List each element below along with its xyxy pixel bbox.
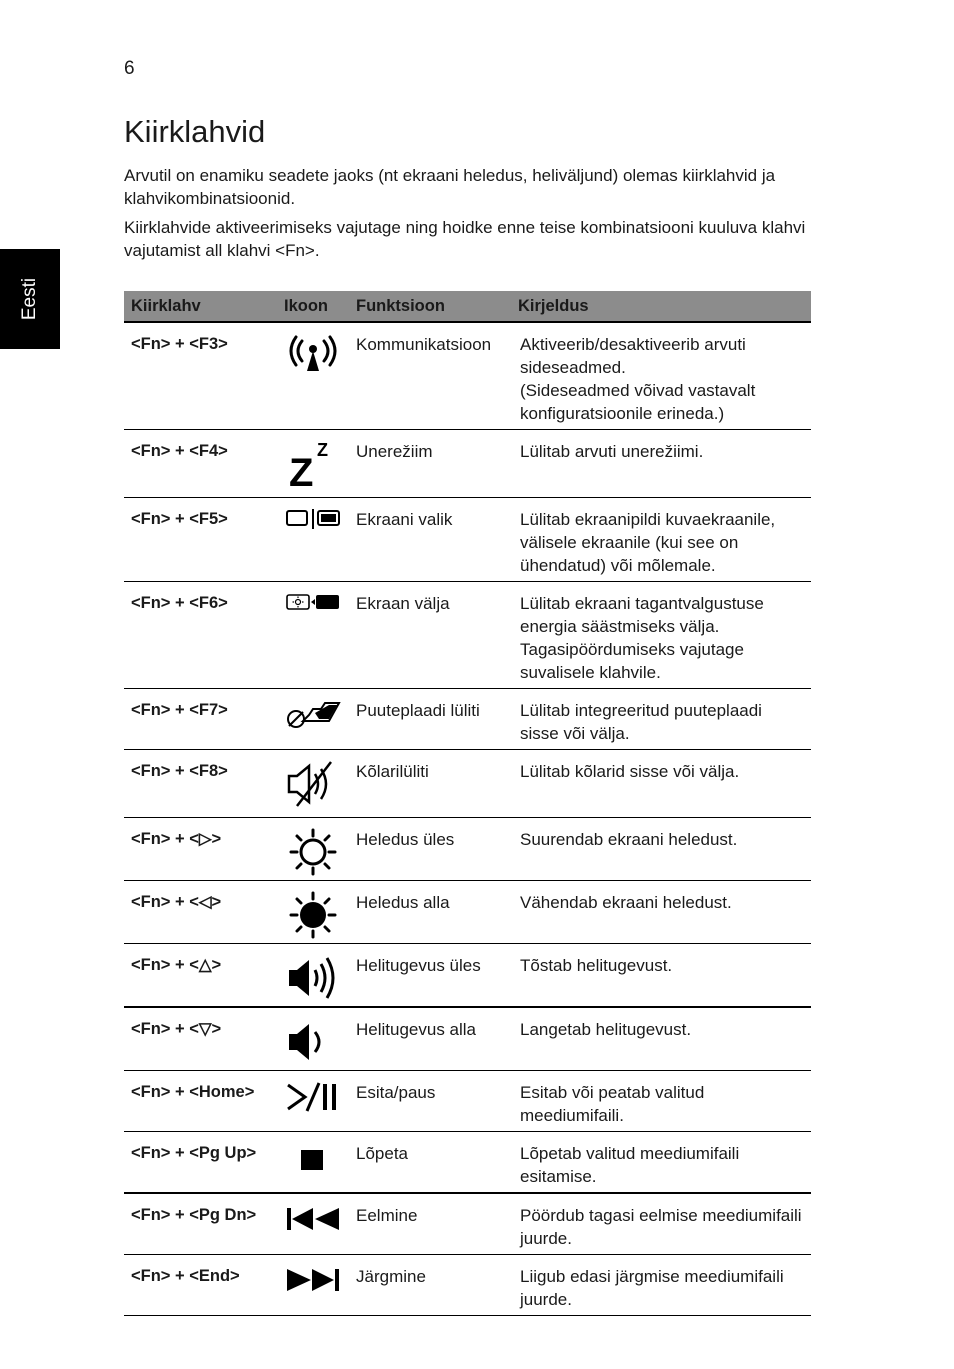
function-cell: Puuteplaadi lüliti bbox=[349, 689, 511, 750]
intro-paragraph-2: Kiirklahvide aktiveerimiseks vajutage ning hoidke enne teise kombinatsiooni kuuluva klahvi vajutamist all klahvi <Fn>. bbox=[124, 218, 806, 260]
touchpad-toggle-icon bbox=[285, 699, 341, 731]
speaker-mute-icon bbox=[285, 760, 341, 808]
side-tab-label: Eesti bbox=[19, 277, 40, 321]
function-cell: Järgmine bbox=[349, 1255, 511, 1316]
header-function: Funktsioon bbox=[349, 291, 511, 322]
function-cell: Kõlarilüliti bbox=[349, 750, 511, 818]
next-track-icon bbox=[285, 1265, 341, 1295]
intro-paragraph-1: Arvutil on enamiku seadete jaoks (nt ekraani heledus, heliväljund) olemas kiirklahvid ja klahvikombinatsioonid. bbox=[124, 166, 776, 208]
description-line: Aktiveerib/desaktiveerib arvuti sideseadmed. bbox=[520, 335, 746, 377]
brightness-up-icon bbox=[285, 828, 341, 876]
function-cell: Ekraan välja bbox=[349, 582, 511, 689]
display-toggle-icon bbox=[285, 508, 341, 530]
description-cell: Pöördub tagasi eelmise meediumifaili juurde. bbox=[511, 1193, 811, 1255]
hotkey-cell: <Fn> + <F7> bbox=[124, 689, 277, 750]
description-cell bbox=[511, 322, 811, 430]
description-cell: Langetab helitugevust. bbox=[511, 1007, 811, 1071]
description-cell: Tõstab helitugevust. bbox=[511, 944, 811, 1008]
table-row bbox=[124, 498, 811, 582]
page-title: Kiirklahvid bbox=[124, 114, 266, 149]
hotkey-cell: <Fn> + <Pg Dn> bbox=[124, 1193, 277, 1255]
description-cell: Lülitab ekraani tagantvalgustuse energia säästmiseks välja. Tagasipöördumiseks vajutage suvalisele klahvile. bbox=[511, 582, 811, 689]
hotkey-cell: <Fn> + <F6> bbox=[124, 582, 277, 689]
table-row bbox=[124, 1071, 811, 1132]
description-cell: Esitab või peatab valitud meediumifaili. bbox=[511, 1071, 811, 1132]
description-cell: Lõpetab valitud meediumifaili esitamise. bbox=[511, 1132, 811, 1194]
hotkey-cell: <Fn> + <End> bbox=[124, 1255, 277, 1316]
function-cell: Heledus üles bbox=[349, 818, 511, 881]
table-header-row bbox=[124, 291, 811, 322]
svg-text:Z: Z bbox=[289, 451, 314, 488]
function-cell: Helitugevus alla bbox=[349, 1007, 511, 1071]
function-cell: Ekraani valik bbox=[349, 498, 511, 582]
table-row bbox=[124, 750, 811, 818]
hotkey-cell: <Fn> + <△> bbox=[124, 944, 277, 1008]
description-cell: Liigub edasi järgmise meediumifaili juurde. bbox=[511, 1255, 811, 1316]
header-description: Kirjeldus bbox=[511, 291, 811, 322]
function-cell: Lõpeta bbox=[349, 1132, 511, 1194]
function-cell: Kommunikatsioon bbox=[349, 322, 511, 430]
hotkey-table bbox=[124, 291, 811, 1316]
brightness-down-icon bbox=[285, 891, 341, 939]
table-row bbox=[124, 322, 811, 430]
header-icon: Ikoon bbox=[277, 291, 349, 322]
description-cell: Lülitab integreeritud puuteplaadi sisse või välja. bbox=[511, 689, 811, 750]
table-row bbox=[124, 944, 811, 1008]
hotkey-cell: <Fn> + <Home> bbox=[124, 1071, 277, 1132]
display-off-icon bbox=[285, 592, 341, 612]
hotkey-cell: <Fn> + <▷> bbox=[124, 818, 277, 881]
description-cell: Lülitab kõlarid sisse või välja. bbox=[511, 750, 811, 818]
function-cell: Esita/paus bbox=[349, 1071, 511, 1132]
description-cell: Suurendab ekraani heledust. bbox=[511, 818, 811, 881]
sleep-icon bbox=[285, 440, 341, 488]
table-row bbox=[124, 1255, 811, 1316]
table-row bbox=[124, 1193, 811, 1255]
wireless-icon bbox=[285, 333, 341, 373]
hotkey-cell: <Fn> + <Pg Up> bbox=[124, 1132, 277, 1194]
volume-down-icon bbox=[285, 1018, 341, 1066]
table-row bbox=[124, 881, 811, 944]
hotkey-cell: <Fn> + <F4> bbox=[124, 430, 277, 498]
table-row bbox=[124, 689, 811, 750]
description-cell: Lülitab ekraanipildi kuvaekraanile, välisele ekraanile (kui see on ühendatud) või mõlemale. bbox=[511, 498, 811, 582]
hotkey-cell: <Fn> + <◁> bbox=[124, 881, 277, 944]
description-line: (Sideseadmed võivad vastavalt konfiguratsioonile erineda.) bbox=[520, 381, 756, 423]
function-cell: Unerežiim bbox=[349, 430, 511, 498]
description-cell: Vähendab ekraani heledust. bbox=[511, 881, 811, 944]
stop-icon bbox=[285, 1142, 341, 1172]
function-cell: Heledus alla bbox=[349, 881, 511, 944]
hotkey-cell: <Fn> + <▽> bbox=[124, 1007, 277, 1071]
table-row bbox=[124, 1132, 811, 1194]
language-side-tab bbox=[0, 249, 60, 349]
table-row bbox=[124, 1007, 811, 1071]
hotkey-cell: <Fn> + <F5> bbox=[124, 498, 277, 582]
table-row bbox=[124, 582, 811, 689]
hotkey-cell: <Fn> + <F8> bbox=[124, 750, 277, 818]
table-row bbox=[124, 818, 811, 881]
play-pause-icon bbox=[285, 1081, 341, 1113]
volume-up-icon bbox=[285, 954, 341, 1002]
table-row bbox=[124, 430, 811, 498]
function-cell: Helitugevus üles bbox=[349, 944, 511, 1008]
header-hotkey: Kiirklahv bbox=[124, 291, 277, 322]
description-cell: Lülitab arvuti unerežiimi. bbox=[511, 430, 811, 498]
page-number: 6 bbox=[124, 58, 135, 79]
function-cell: Eelmine bbox=[349, 1193, 511, 1255]
hotkey-cell: <Fn> + <F3> bbox=[124, 322, 277, 430]
svg-text:Z: Z bbox=[317, 440, 328, 460]
previous-track-icon bbox=[285, 1204, 341, 1234]
